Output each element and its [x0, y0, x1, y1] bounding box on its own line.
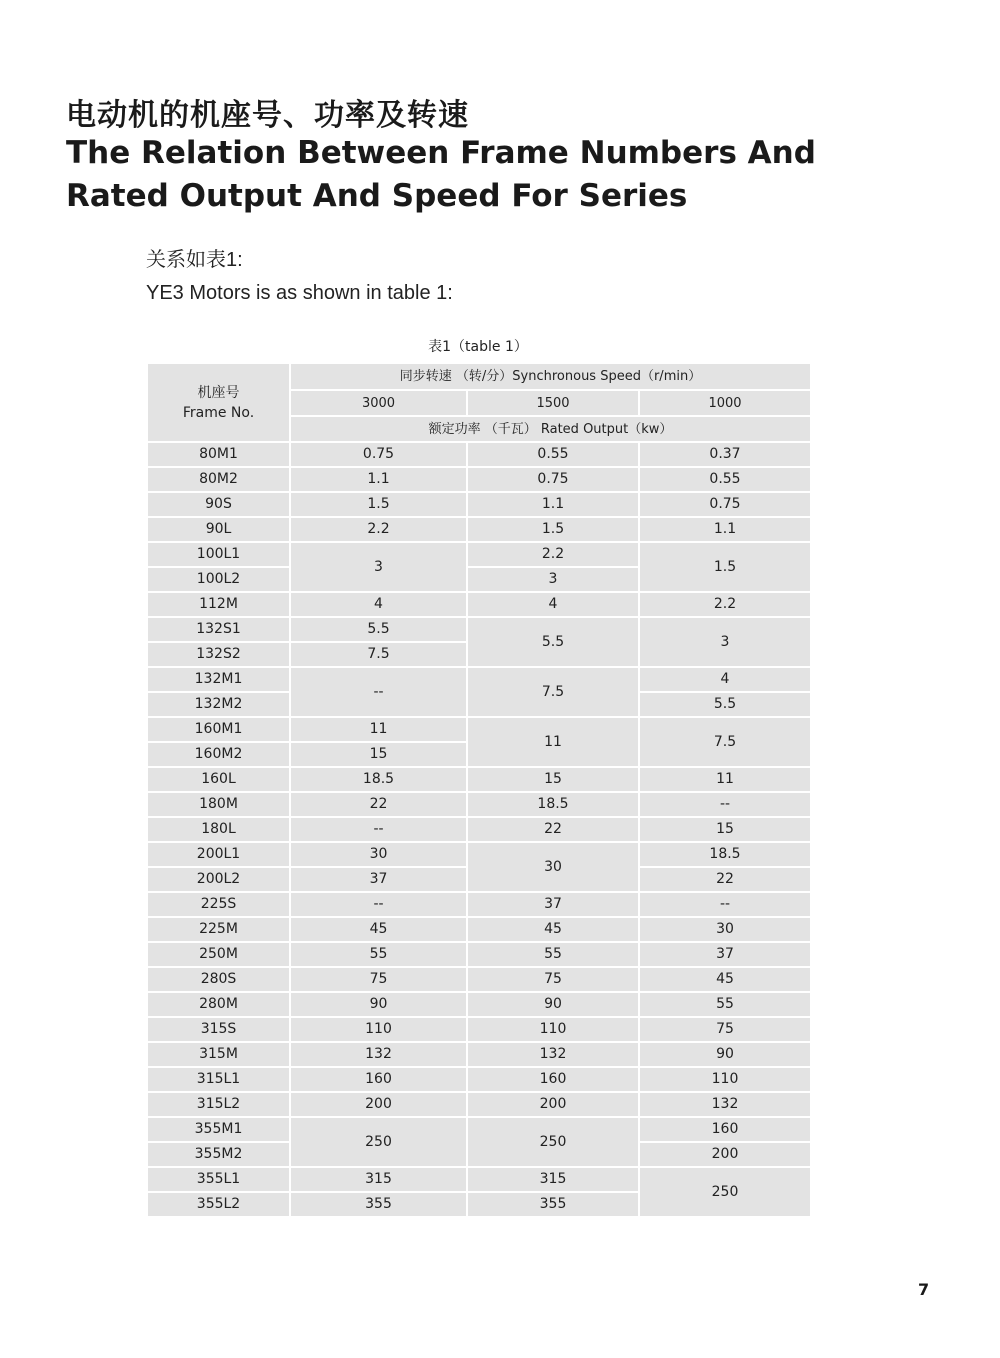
output-3000-cell: 355	[290, 1192, 467, 1217]
output-1500-cell: 1.1	[467, 492, 639, 517]
output-1000-cell: --	[639, 892, 811, 917]
output-1000-cell: 30	[639, 917, 811, 942]
output-1000-cell: 18.5	[639, 842, 811, 867]
output-1000-cell: 200	[639, 1142, 811, 1167]
frame-number-cell: 100L2	[147, 567, 290, 592]
output-3000-cell: 1.5	[290, 492, 467, 517]
frame-number-cell: 180L	[147, 817, 290, 842]
frame-number-cell: 200L2	[147, 867, 290, 892]
output-1000-cell: 5.5	[639, 692, 811, 717]
table-row	[147, 492, 811, 517]
output-3000-cell: 3	[290, 542, 467, 592]
output-3000-cell: 11	[290, 717, 467, 742]
output-1000-cell: 45	[639, 967, 811, 992]
frame-number-cell: 80M1	[147, 442, 290, 467]
table-row	[147, 1092, 811, 1117]
output-1500-cell: 11	[467, 717, 639, 767]
output-3000-cell: --	[290, 817, 467, 842]
frame-number-cell: 250M	[147, 942, 290, 967]
output-3000-cell: 315	[290, 1167, 467, 1192]
frame-number-cell: 315L1	[147, 1067, 290, 1092]
output-1500-cell: 132	[467, 1042, 639, 1067]
table-row	[147, 967, 811, 992]
output-3000-cell: 5.5	[290, 617, 467, 642]
output-3000-cell: 160	[290, 1067, 467, 1092]
table-row	[147, 917, 811, 942]
speed-1000-header: 1000	[639, 390, 811, 416]
output-3000-cell: 200	[290, 1092, 467, 1117]
output-3000-cell: 30	[290, 842, 467, 867]
output-1500-cell: 5.5	[467, 617, 639, 667]
output-3000-cell: --	[290, 892, 467, 917]
table-row	[147, 792, 811, 817]
output-1000-cell: 0.75	[639, 492, 811, 517]
table-row	[147, 517, 811, 542]
frame-number-cell: 90L	[147, 517, 290, 542]
intro-english: YE3 Motors is as shown in table 1:	[146, 282, 453, 304]
output-1500-cell: 355	[467, 1192, 639, 1217]
frame-number-cell: 132M1	[147, 667, 290, 692]
output-1500-cell: 200	[467, 1092, 639, 1117]
synchronous-speed-header: 同步转速 （转/分）Synchronous Speed（r/min）	[290, 363, 811, 390]
frame-no-header-en: Frame No.	[182, 404, 255, 421]
output-1500-cell: 30	[467, 842, 639, 892]
frame-number-cell: 315L2	[147, 1092, 290, 1117]
output-3000-cell: --	[290, 667, 467, 717]
output-3000-cell: 45	[290, 917, 467, 942]
frame-number-cell: 80M2	[147, 467, 290, 492]
frame-number-cell: 225S	[147, 892, 290, 917]
output-1000-cell: 250	[639, 1167, 811, 1217]
output-1500-cell: 45	[467, 917, 639, 942]
frame-number-cell: 132M2	[147, 692, 290, 717]
title-chinese: 电动机的机座号、功率及转速	[66, 98, 469, 133]
output-1000-cell: 37	[639, 942, 811, 967]
output-1500-cell: 22	[467, 817, 639, 842]
frame-number-cell: 112M	[147, 592, 290, 617]
frame-number-cell: 160M1	[147, 717, 290, 742]
table-row	[147, 1042, 811, 1067]
table-row	[147, 542, 811, 567]
intro-text	[146, 244, 453, 310]
output-1000-cell: 2.2	[639, 592, 811, 617]
title-english-line-2: Rated Output And Speed For Series	[66, 178, 688, 214]
table-row	[147, 717, 811, 742]
output-3000-cell: 7.5	[290, 642, 467, 667]
output-1000-cell: 0.37	[639, 442, 811, 467]
output-1000-cell: 3	[639, 617, 811, 667]
frame-no-header-cn: 机座号	[197, 384, 240, 401]
page-number: 7	[918, 1280, 930, 1299]
frame-number-cell: 315S	[147, 1017, 290, 1042]
output-3000-cell: 22	[290, 792, 467, 817]
output-1500-cell: 7.5	[467, 667, 639, 717]
table-row	[147, 767, 811, 792]
output-1000-cell: 1.1	[639, 517, 811, 542]
table-row	[147, 842, 811, 867]
output-1000-cell: 75	[639, 1017, 811, 1042]
table-row	[147, 1167, 811, 1192]
output-3000-cell: 18.5	[290, 767, 467, 792]
output-1000-cell: 11	[639, 767, 811, 792]
output-3000-cell: 0.75	[290, 442, 467, 467]
output-1000-cell: 132	[639, 1092, 811, 1117]
speed-1500-header: 1500	[467, 390, 639, 416]
output-1500-cell: 15	[467, 767, 639, 792]
frame-number-cell: 355L1	[147, 1167, 290, 1192]
output-1000-cell: 90	[639, 1042, 811, 1067]
output-3000-cell: 4	[290, 592, 467, 617]
frame-number-cell: 160L	[147, 767, 290, 792]
frame-output-speed-table	[146, 362, 812, 1218]
output-1500-cell: 1.5	[467, 517, 639, 542]
intro-chinese: 关系如表1:	[146, 249, 243, 271]
frame-number-cell: 280S	[147, 967, 290, 992]
table-row	[147, 942, 811, 967]
table-row	[147, 667, 811, 692]
frame-no-header	[147, 363, 290, 442]
table-row	[147, 467, 811, 492]
output-3000-cell: 132	[290, 1042, 467, 1067]
frame-number-cell: 315M	[147, 1042, 290, 1067]
output-3000-cell: 1.1	[290, 467, 467, 492]
table-row	[147, 992, 811, 1017]
frame-number-cell: 132S1	[147, 617, 290, 642]
frame-number-cell: 160M2	[147, 742, 290, 767]
table-row	[147, 1117, 811, 1142]
output-1000-cell: 22	[639, 867, 811, 892]
output-1500-cell: 4	[467, 592, 639, 617]
output-3000-cell: 110	[290, 1017, 467, 1042]
output-3000-cell: 75	[290, 967, 467, 992]
frame-number-cell: 132S2	[147, 642, 290, 667]
rated-output-header: 额定功率 （千瓦） Rated Output（kw）	[290, 416, 811, 442]
output-1500-cell: 90	[467, 992, 639, 1017]
output-1500-cell: 55	[467, 942, 639, 967]
output-1500-cell: 37	[467, 892, 639, 917]
output-1500-cell: 0.75	[467, 467, 639, 492]
output-1500-cell: 75	[467, 967, 639, 992]
output-3000-cell: 15	[290, 742, 467, 767]
table-row	[147, 817, 811, 842]
frame-number-cell: 355L2	[147, 1192, 290, 1217]
output-1000-cell: 7.5	[639, 717, 811, 767]
frame-number-cell: 355M1	[147, 1117, 290, 1142]
frame-number-cell: 90S	[147, 492, 290, 517]
frame-number-cell: 180M	[147, 792, 290, 817]
output-1000-cell: --	[639, 792, 811, 817]
output-1500-cell: 110	[467, 1017, 639, 1042]
table-row	[147, 892, 811, 917]
table-row	[147, 442, 811, 467]
output-3000-cell: 90	[290, 992, 467, 1017]
output-1500-cell: 250	[467, 1117, 639, 1167]
frame-number-cell: 200L1	[147, 842, 290, 867]
frame-number-cell: 100L1	[147, 542, 290, 567]
output-1500-cell: 0.55	[467, 442, 639, 467]
speed-3000-header: 3000	[290, 390, 467, 416]
title-english-line-1: The Relation Between Frame Numbers And	[66, 135, 816, 171]
table-caption: 表1（table 1）	[428, 339, 528, 355]
table-row	[147, 1017, 811, 1042]
table-row	[147, 592, 811, 617]
output-3000-cell: 250	[290, 1117, 467, 1167]
output-1500-cell: 18.5	[467, 792, 639, 817]
output-1500-cell: 3	[467, 567, 639, 592]
output-1000-cell: 0.55	[639, 467, 811, 492]
output-1000-cell: 160	[639, 1117, 811, 1142]
title-english	[66, 132, 866, 218]
output-1000-cell: 4	[639, 667, 811, 692]
frame-number-cell: 225M	[147, 917, 290, 942]
output-3000-cell: 37	[290, 867, 467, 892]
frame-number-cell: 280M	[147, 992, 290, 1017]
header-row-speed	[147, 363, 811, 390]
output-1500-cell: 2.2	[467, 542, 639, 567]
output-1000-cell: 15	[639, 817, 811, 842]
table-row	[147, 1067, 811, 1092]
output-1500-cell: 160	[467, 1067, 639, 1092]
output-1000-cell: 110	[639, 1067, 811, 1092]
frame-number-cell: 355M2	[147, 1142, 290, 1167]
output-3000-cell: 55	[290, 942, 467, 967]
output-1000-cell: 1.5	[639, 542, 811, 592]
output-1000-cell: 55	[639, 992, 811, 1017]
output-3000-cell: 2.2	[290, 517, 467, 542]
output-1500-cell: 315	[467, 1167, 639, 1192]
table-row	[147, 617, 811, 642]
